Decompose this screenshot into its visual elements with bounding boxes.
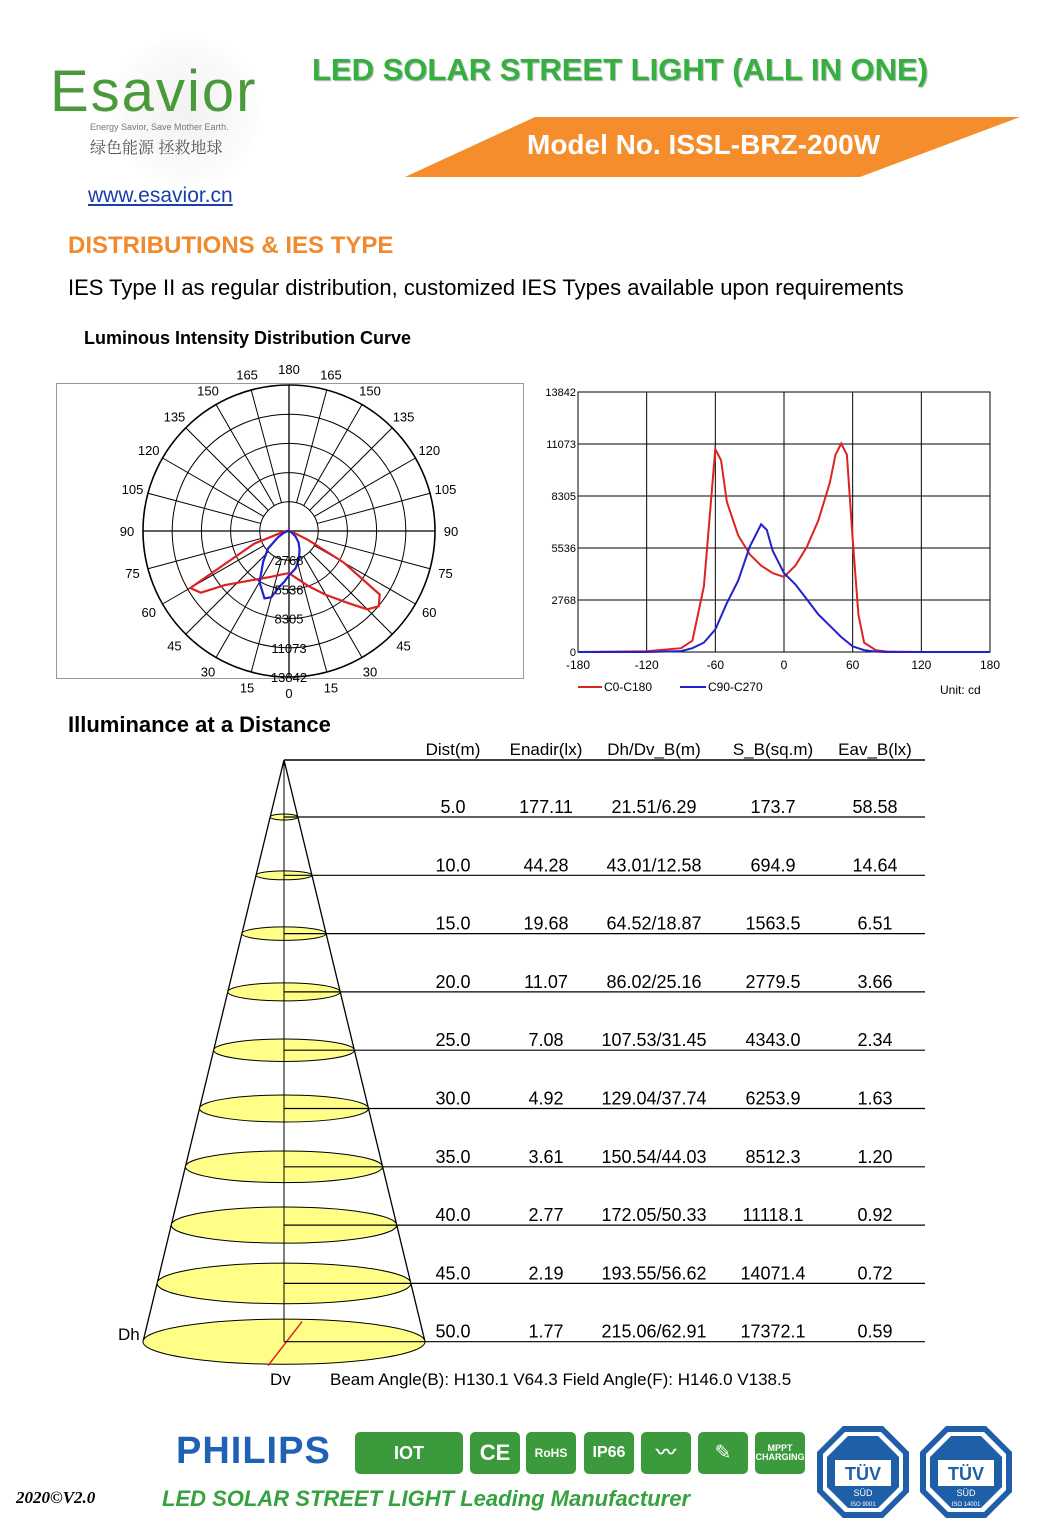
- chart-x-tick: -120: [634, 658, 659, 672]
- illuminance-cell: 0.59: [857, 1321, 893, 1342]
- ldc-title: Luminous Intensity Distribution Curve: [84, 328, 412, 348]
- illuminance-cell: 172.05/50.33: [601, 1205, 707, 1226]
- illuminance-cell: 19.68: [523, 913, 569, 934]
- version-label: 2020©V2.0: [16, 1488, 96, 1507]
- polar-angle-label: 30: [200, 664, 216, 680]
- polar-angle-label: 0: [285, 686, 293, 700]
- illuminance-cell: 11.07: [524, 971, 568, 992]
- illuminance-cell: 58.58: [852, 797, 898, 817]
- illuminance-cell: 1563.5: [745, 913, 801, 934]
- polar-angle-label: 60: [422, 605, 437, 620]
- intro-text: IES Type II as regular distribution, customized IES Types available upon requirements: [68, 275, 904, 300]
- illuminance-cell: 2779.5: [745, 971, 801, 992]
- illuminance-cell: 2.19: [528, 1263, 564, 1284]
- chart-x-tick: 0: [780, 658, 788, 672]
- polar-radial-tick: 5536: [274, 582, 304, 598]
- chart-y-tick: 0: [569, 647, 576, 659]
- ip66-badge-label: IP66: [592, 1444, 626, 1461]
- model-number: Model No. ISSL-BRZ-200W: [527, 129, 881, 160]
- illuminance-cell: 0.92: [857, 1205, 893, 1226]
- illuminance-title: Illuminance at a Distance: [68, 712, 331, 737]
- polar-angle-label: 45: [167, 638, 182, 654]
- illuminance-cell: 3.61: [528, 1146, 564, 1167]
- illuminance-header-cell: Enadir(lx): [509, 740, 583, 759]
- illuminance-cell: 5.0: [440, 797, 466, 817]
- illuminance-header-cell: Dh/Dv_B(m): [607, 740, 701, 759]
- illuminance-header-cell: Dist(m): [425, 740, 481, 759]
- illuminance-cell: 2.34: [857, 1030, 893, 1051]
- chart-y-tick: 2768: [551, 595, 576, 608]
- remote-control-icon: ✎: [698, 1432, 748, 1474]
- polar-angle-label: 75: [438, 565, 453, 581]
- tuv-sud-text-1: SÜD: [853, 1488, 873, 1498]
- illuminance-cell: 35.0: [435, 1146, 471, 1167]
- illuminance-cell: 1.63: [857, 1088, 893, 1109]
- iot-badge: [355, 1432, 463, 1474]
- polar-angle-label: 90: [119, 524, 135, 539]
- illuminance-cell: 4.92: [528, 1088, 564, 1109]
- polar-angle-label: 75: [125, 565, 140, 581]
- ip66-badge: [584, 1432, 634, 1474]
- chart-y-tick: 13842: [545, 387, 576, 399]
- polar-radial-tick: 8305: [274, 611, 304, 627]
- illuminance-cell: 45.0: [435, 1263, 471, 1284]
- polar-angle-label: 60: [141, 605, 156, 620]
- polar-angle-label: 105: [434, 482, 457, 498]
- illuminance-header-cell: Eav_B(lx): [838, 740, 912, 759]
- illuminance-cell: 6.51: [857, 913, 893, 934]
- polar-angle-label: 165: [320, 367, 342, 383]
- illuminance-cell: 44.28: [523, 855, 569, 876]
- motion-sensor-icon: 〰: [641, 1432, 691, 1474]
- polar-angle-label: 165: [236, 367, 258, 383]
- illuminance-cell: 107.53/31.45: [601, 1030, 707, 1051]
- tuv-text-1: TÜV: [845, 1464, 881, 1484]
- illuminance-cell: 193.55/56.62: [601, 1263, 707, 1284]
- mppt-badge: [755, 1432, 805, 1474]
- illuminance-cell: 17372.1: [740, 1321, 806, 1342]
- tuv-sud-text-2: SÜD: [956, 1488, 976, 1498]
- illuminance-cell: 129.04/37.74: [601, 1088, 707, 1109]
- illuminance-cell: 694.9: [750, 855, 796, 876]
- illuminance-cell: 14.64: [852, 855, 898, 876]
- chart-x-tick: 60: [845, 658, 860, 672]
- logo-tagline: Energy Savior, Save Mother Earth.: [90, 122, 229, 132]
- chart-x-tick: -60: [706, 658, 725, 672]
- illuminance-cell: 0.72: [857, 1263, 893, 1284]
- polar-angle-label: 120: [137, 443, 160, 458]
- chart-x-tick: -180: [565, 658, 591, 672]
- illuminance-cell: 20.0: [435, 971, 471, 992]
- polar-angle-label: 45: [396, 638, 411, 654]
- iot-badge-label: IOT: [394, 1443, 424, 1463]
- polar-angle-label: 120: [418, 443, 441, 458]
- dh-label: Dh: [118, 1325, 140, 1344]
- illuminance-cell: 30.0: [435, 1088, 471, 1109]
- footer-tagline: LED SOLAR STREET LIGHT Leading Manufacturer: [162, 1486, 691, 1511]
- illuminance-cell: 1.77: [528, 1321, 564, 1342]
- logo-chinese-slogan: 绿色能源 拯救地球: [90, 140, 223, 157]
- website-link[interactable]: www.esavior.cn: [88, 184, 233, 207]
- chart-x-tick: 120: [911, 658, 932, 672]
- polar-angle-label: 105: [121, 482, 144, 498]
- illuminance-cell: 25.0: [435, 1030, 471, 1051]
- legend-label-c90: C90-C270: [708, 680, 763, 694]
- polar-angle-label: 150: [359, 383, 381, 399]
- illuminance-cell: 10.0: [435, 855, 471, 876]
- rohs-badge-label: RoHS: [534, 1446, 568, 1460]
- illuminance-cell: 6253.9: [745, 1088, 801, 1109]
- illuminance-cell: 215.06/62.91: [601, 1321, 707, 1342]
- illuminance-cell: 50.0: [435, 1321, 471, 1342]
- illuminance-cell: 8512.3: [745, 1146, 801, 1167]
- rohs-badge: [526, 1432, 576, 1474]
- illuminance-cell: 14071.4: [740, 1263, 806, 1284]
- section-title: DISTRIBUTIONS & IES TYPE: [68, 232, 394, 259]
- polar-angle-label: 180: [278, 362, 300, 377]
- polar-angle-label: 150: [197, 383, 219, 399]
- dv-label: Dv: [270, 1370, 291, 1389]
- tuv-iso9001-seal: [815, 1424, 911, 1520]
- illuminance-cell: 64.52/18.87: [606, 913, 702, 934]
- polar-radial-tick: 13842: [270, 670, 308, 685]
- illuminance-cell: 3.66: [857, 971, 893, 992]
- illuminance-cell: 11118.1: [742, 1205, 804, 1226]
- unit-label: Unit: cd: [940, 683, 981, 697]
- illuminance-cell: 150.54/44.03: [601, 1146, 707, 1167]
- illuminance-cell: 21.51/6.29: [611, 797, 697, 817]
- illuminance-cell: 4343.0: [745, 1030, 801, 1051]
- illuminance-cell: 15.0: [435, 913, 471, 934]
- illuminance-cell: 177.11: [519, 797, 573, 817]
- iso9001-text: ISO 9001: [850, 1502, 876, 1508]
- iso14001-text: ISO 14001: [951, 1502, 981, 1508]
- illuminance-cell: 43.01/12.58: [606, 855, 702, 876]
- chart-x-tick: 180: [979, 658, 1001, 672]
- polar-angle-label: 15: [323, 680, 339, 696]
- illuminance-cell: 2.77: [528, 1205, 564, 1226]
- polar-angle-label: 30: [362, 664, 378, 680]
- polar-angle-label: 135: [163, 409, 186, 425]
- page-title: LED SOLAR STREET LIGHT (ALL IN ONE): [312, 52, 928, 87]
- chart-y-tick: 5536: [551, 543, 576, 556]
- illuminance-header-cell: S_B(sq.m): [732, 740, 814, 759]
- illuminance-cell: 173.7: [750, 797, 796, 817]
- legend-label-c0: C0-C180: [604, 680, 653, 694]
- beam-angle-text: Beam Angle(B): H130.1 V64.3 Field Angle(F): H146.0 V138.5: [330, 1370, 792, 1389]
- polar-radial-tick: 2768: [274, 553, 304, 569]
- tuv-text-2: TÜV: [948, 1464, 984, 1484]
- chart-y-tick: 8305: [551, 491, 576, 504]
- polar-radial-tick: 11073: [271, 640, 307, 656]
- polar-angle-label: 135: [392, 409, 415, 425]
- logo-text: Esavior: [50, 59, 258, 124]
- tuv-iso14001-seal: [918, 1424, 1014, 1520]
- illuminance-cell: 86.02/25.16: [606, 971, 702, 992]
- mppt-badge-label: MPPT CHARGING: [755, 1443, 805, 1462]
- philips-logo: PHILIPS: [176, 1430, 331, 1472]
- illuminance-cell: 40.0: [435, 1205, 471, 1226]
- illuminance-cell: 1.20: [857, 1146, 893, 1167]
- chart-y-tick: 11073: [546, 439, 576, 452]
- polar-angle-label: 90: [443, 524, 459, 539]
- illuminance-cell: 7.08: [528, 1030, 564, 1051]
- polar-angle-label: 15: [239, 680, 255, 696]
- ce-badge-label: CE: [479, 1440, 511, 1465]
- ce-badge: [470, 1432, 520, 1474]
